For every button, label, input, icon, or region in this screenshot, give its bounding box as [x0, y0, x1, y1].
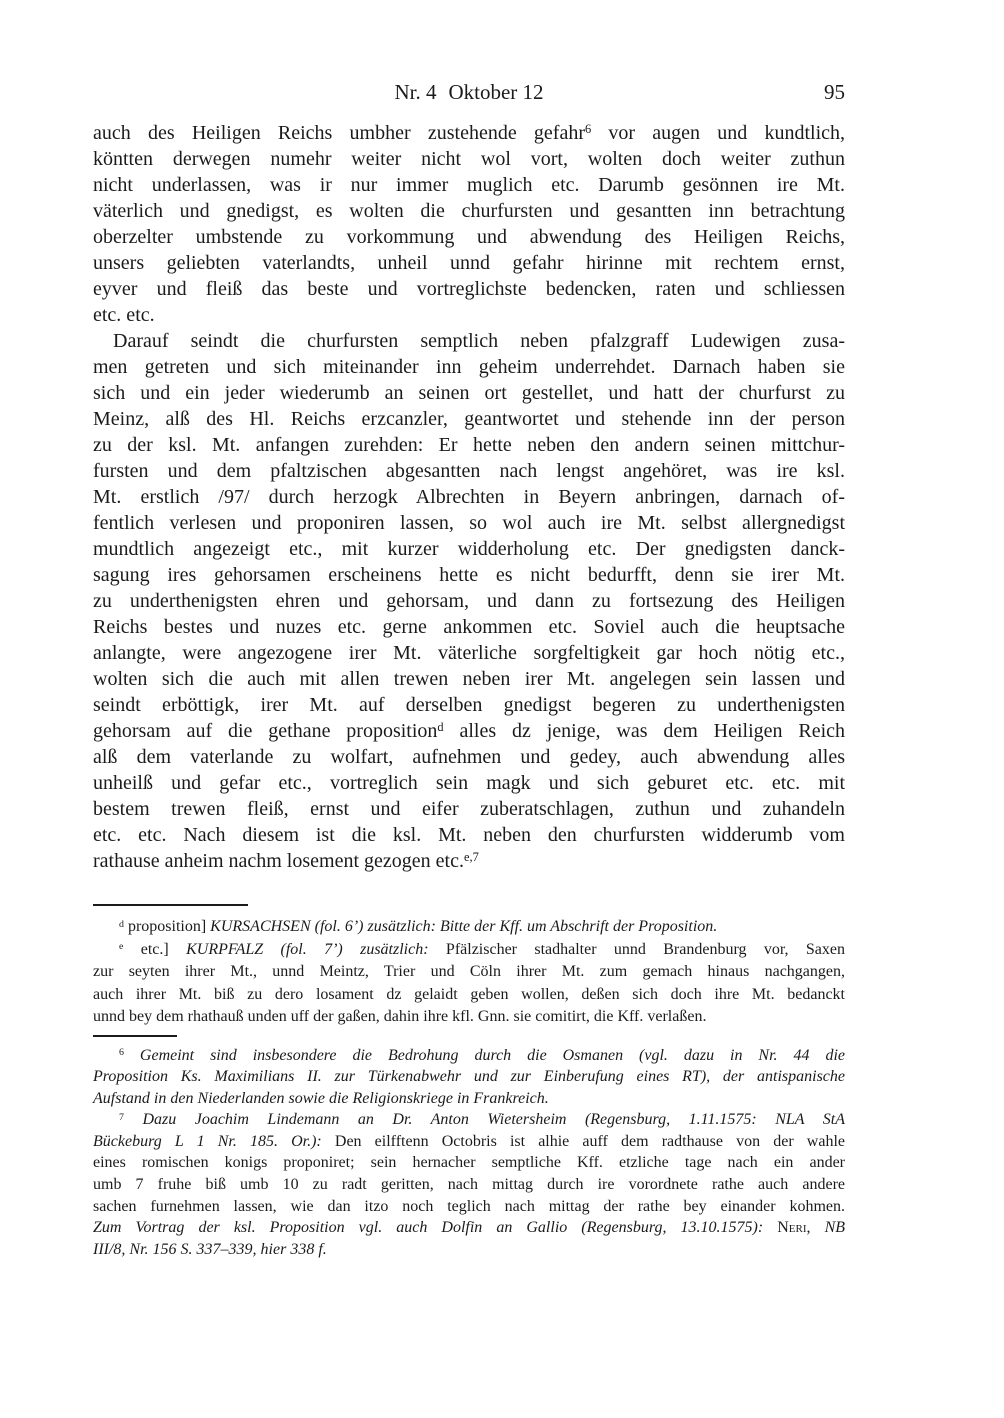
text-line: $^6$ Gemeint sind insbesondere die Bedrohung durch die Osmanen (vgl. dazu in Nr. 44 die: [119, 1046, 845, 1064]
text-line: $^d$ proposition] KURSACHSEN (fol. 6’) zusätzlich: Bitte der Kff. um Abschrift der Proposition.: [119, 918, 718, 935]
text-line: eines romischen konigs proponiret; sein hernacher semptliche Kff. etzliche tage nach ein ander: [93, 1154, 845, 1172]
text-line: $^7$ Dazu Joachim Lindemann an Dr. Anton Wietersheim (Regensburg, 1.11.1575: NLA StA: [119, 1111, 846, 1129]
document-date: Oktober 12: [448, 80, 544, 104]
text-line: rathause anheim nachm losement gezogen etc.$^{e,7}$: [93, 850, 479, 872]
text-line: alß dem vaterlande zu wolfart, aufnehmen und gedey, auch abwendung alles: [93, 746, 845, 768]
text-line: Mt. erstlich /97/ durch herzogk Albrechten in Beyern anbringen, darnach of-: [93, 486, 845, 508]
text-line: men getreten und sich miteinander inn geheim underrehdet. Darnach haben sie: [93, 356, 845, 378]
main-paragraph: [93, 328, 845, 874]
text-line: Aufstand in den Niederlanden sowie die Religionskriege in Frankreich.: [93, 1089, 549, 1107]
apparatus-note-d: [93, 916, 845, 939]
text-line: wolten sich die auch mit allen trewen neben irer Mt. angelegen sein lassen und: [93, 668, 845, 690]
text-line: köntten derwegen numehr weiter nicht wol vort, wolten doch weiter zuthun: [93, 148, 845, 170]
text-line: zu der ksl. Mt. anfangen zurehden: Er hette neben den andern seinen mittchur-: [93, 434, 845, 456]
running-head: [394, 80, 543, 104]
text-line: anlangte, were angezogene irer Mt. väterliche sorgfeltigkeit gar hoch nötig etc.,: [93, 642, 845, 664]
text-line: väterlich und gnedigst, es wolten die churfursten und gesantten inn betrachtung: [93, 200, 845, 222]
critical-apparatus: [93, 916, 845, 1029]
text-line: $^e$ etc.] KURPFALZ (fol. 7’) zusätzlich: Pfälzischer stadhalter unnd Brandenburg vor, Saxen: [119, 940, 846, 958]
text-line: oberzelter umbstende zu vorkommung und abwendung des Heiligen Reichs,: [93, 226, 845, 248]
text-line: Zum Vortrag der ksl. Proposition vgl. auch Dolfin an Gallio (Regensburg, 13.10.1575): Neri, NB: [93, 1219, 846, 1237]
continuation-paragraph: [93, 120, 845, 328]
text-line: Meinz, alß des Hl. Reichs erzcanzler, geantwortet und stehende inn der person: [93, 408, 845, 430]
text-line: gehorsam auf die gethane proposition$^d$ alles dz jenige, was dem Heiligen Reich: [93, 720, 846, 742]
text-line: Darauf seindt die churfursten semptlich neben pfalzgraff Ludewigen zusa-: [113, 330, 845, 352]
text-line: sagung ires gehorsamen erscheinens hette es nicht bedurfft, denn sie irer Mt.: [93, 564, 845, 586]
text-line: mundtlich angezeigt etc., mit kurzer widderholung etc. Der gnedigsten danck-: [93, 538, 845, 560]
text-line: unsers geliebten vaterlandts, unheil unnd gefahr hirinne mit rechtem ernst,: [93, 252, 845, 274]
text-line: sich und ein jeder wiederumb an seinen ort gestellet, und hatt der churfurst zu: [93, 382, 845, 404]
text-line: etc. etc. Nach diesem ist die ksl. Mt. neben den churfursten widderumb vom: [93, 824, 845, 846]
text-line: seindt erböttigk, irer Mt. auf derselben gnedigst begeren zu underthenigsten: [93, 694, 845, 716]
page-number: 95: [824, 80, 845, 104]
text-line: auch des Heiligen Reichs umbher zustehende gefahr$^6$ vor augen und kundtlich,: [93, 122, 846, 144]
text-line: sachen furnehmen lassen, wie dan itzo noch teglich nach mittag der rathe bey einander kohmen.: [93, 1197, 845, 1215]
text-line: Bückeburg L 1 Nr. 185. Or.): Den eilfftenn Octobris ist alhie auff dem radthause von der wahle: [93, 1132, 846, 1150]
document-number: Nr. 4: [394, 80, 437, 104]
text-line: auch ihrer Mt. biß zu dero losament dz gelaidt geben wollen, deßen sich doch ihre Mt. bedanckt: [93, 985, 845, 1003]
text-line: bestem trewen fleiß, ernst und eifer zuberatschlagen, zuthun und zuhandeln: [93, 798, 845, 820]
text-line: Proposition Ks. Maximilians II. zur Türkenabwehr und zur Einberufung eines RT), der antispanische: [93, 1068, 845, 1086]
footnote-6: [93, 1045, 845, 1110]
apparatus-note-e: [93, 939, 845, 1029]
page-content: [93, 0, 845, 1260]
text-line: fentlich verlesen und proponiren lassen, so wol auch ire Mt. selbst allergnedigst: [93, 512, 845, 534]
text-line: etc. etc.: [93, 304, 155, 326]
text-line: Reichs bestes und nuzes etc. gerne ankommen etc. Soviel auch die heuptsache: [93, 616, 845, 638]
text-line: umb 7 fruhe biß umb 10 zu radt geritten, nach mittag durch ire vorordnete rathe auch andere: [93, 1176, 845, 1194]
footnote-7: [93, 1109, 845, 1260]
page-header: [93, 80, 845, 104]
text-line: III/8, Nr. 156 S. 337–339, hier 338 f.: [93, 1240, 327, 1258]
text-line: zu underthenigsten ehren und gehorsam, und dann zu fortsezung des Heiligen: [93, 590, 845, 612]
text-line: unheilß und gefar etc., vortreglich sein magk und sich geburet etc. etc. mit: [93, 772, 845, 794]
main-text: [93, 120, 845, 874]
text-line: unnd bey dem rhathauß unden uff der gaßen, dahin ihre kfl. Gnn. sie comitirt, die Kff. verlaßen.: [93, 1008, 707, 1025]
footnotes-block: [93, 1045, 845, 1261]
text-line: eyver und fleiß das beste und vortreglichste bedencken, raten und schliessen: [93, 278, 845, 300]
footnote-separator-rule: [93, 1035, 177, 1037]
apparatus-separator-rule: [93, 904, 248, 906]
text-line: fursten und dem pfaltzischen abgesantten nach lengst angehöret, was ire ksl.: [93, 460, 845, 482]
text-line: zur seyten ihrer Mt., unnd Meintz, Trier und Cöln ihrer Mt. zum gemach hinaus nachgangen,: [93, 963, 845, 980]
text-line: nicht underlassen, was ir nur immer muglich etc. Darumb gesönnen ire Mt.: [93, 174, 845, 196]
